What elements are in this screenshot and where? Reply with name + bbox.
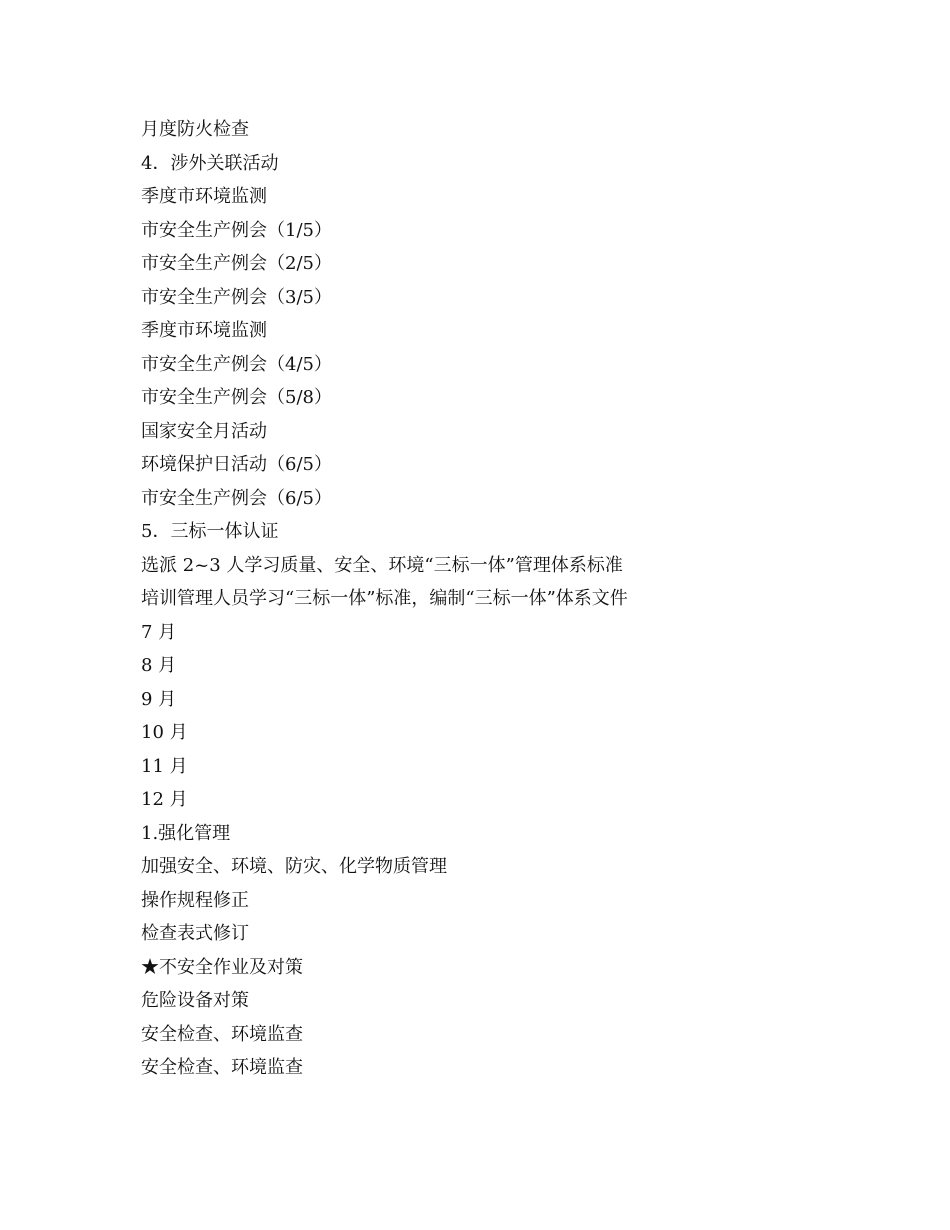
month-label: 9 月 (141, 688, 177, 710)
text-line: 市安全生产例会（4/5） (141, 353, 332, 375)
text-line: 市安全生产例会（5/8） (141, 387, 332, 408)
month-label: 10 月 (141, 722, 188, 743)
month-label: 8 月 (141, 655, 177, 676)
text-line: 选派 2~3 人学习质量、安全、环境“三标一体”管理体系标准 (141, 554, 623, 576)
text-line: 加强安全、环境、防灾、化学物质管理 (141, 856, 447, 877)
text-line: 操作规程修正 (141, 889, 249, 911)
text-line: 市安全生产例会（1/5） (141, 219, 332, 241)
text-line: 环境保护日活动（6/5） (141, 454, 332, 475)
text-line: 危险设备对策 (141, 990, 249, 1011)
document-body (141, 113, 901, 1085)
month-label: 11 月 (141, 755, 188, 777)
text-line: 季度市环境监测 (141, 186, 267, 207)
text-line: 检查表式修订 (141, 923, 249, 944)
text-line: 市安全生产例会（2/5） (141, 253, 332, 274)
section-heading: 1.强化管理 (141, 822, 231, 844)
text-line: 季度市环境监测 (141, 320, 267, 341)
section-heading: 5．三标一体认证 (141, 521, 279, 542)
month-label: 12 月 (141, 789, 188, 810)
text-line: 月度防火检查 (141, 119, 249, 140)
text-line: ★不安全作业及对策 (141, 956, 303, 978)
text-line: 安全检查、环境监查 (141, 1023, 303, 1045)
section-heading: 4．涉外关联活动 (141, 152, 279, 174)
text-line: 安全检查、环境监查 (141, 1057, 303, 1078)
text-line: 市安全生产例会（3/5） (141, 286, 332, 308)
text-line: 培训管理人员学习“三标一体”标准，编制“三标一体”体系文件 (141, 588, 628, 609)
text-line: 国家安全月活动 (141, 420, 267, 442)
text-line: 市安全生产例会（6/5） (141, 487, 332, 509)
month-label: 7 月 (141, 621, 177, 643)
